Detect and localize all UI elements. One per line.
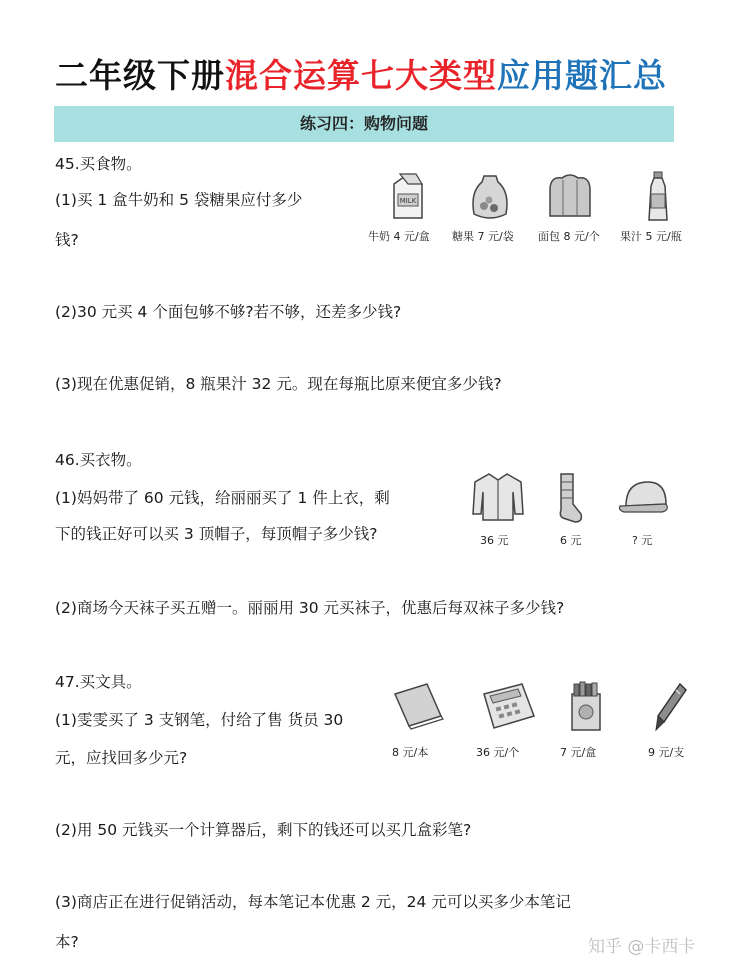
candy-bag-icon <box>468 170 512 222</box>
milk-carton-icon <box>386 170 430 222</box>
title-part-summary: 应用题汇总 <box>497 56 667 95</box>
q47-heading: 47.买文具。 <box>55 673 142 691</box>
pen-price-label: 9 元/支 <box>648 746 685 759</box>
q47-part1-line1: (1)雯雯买了 3 支钢笔，付给了售 货员 30 <box>55 711 344 729</box>
q45-part1-line1: (1)买 1 盒牛奶和 5 袋糖果应付多少 <box>55 191 303 209</box>
jacket-price-label: 36 元 <box>480 534 509 547</box>
notebook-item <box>378 680 458 730</box>
socks-item <box>530 470 610 526</box>
cap-item <box>605 476 685 520</box>
q47-part3-line2: 本? <box>55 933 79 951</box>
q46-part2: (2)商场今天袜子买五赠一。丽丽用 30 元买袜子，优惠后每双袜子多少钱? <box>55 599 565 617</box>
watermark: 知乎 @卡西卡 <box>588 937 696 957</box>
juice-bottle-icon <box>643 170 673 224</box>
q45-part2: (2)30 元买 4 个面包够不够?若不够，还差多少钱? <box>55 303 402 321</box>
juice-bottle-item <box>618 170 698 224</box>
crayon-box-icon <box>566 680 606 734</box>
calculator-icon <box>478 680 538 732</box>
milk-carton-item <box>368 170 448 222</box>
q45-heading: 45.买食物。 <box>55 155 142 173</box>
q46-heading: 46.买衣物。 <box>55 451 142 469</box>
jacket-icon <box>469 470 527 524</box>
q47-part3-line1: (3)商店正在进行促销活动，每本笔记本优惠 2 元，24 元可以买多少本笔记 <box>55 893 571 911</box>
title-part-topic: 混合运算七大类型 <box>225 56 497 95</box>
cap-icon <box>618 476 672 520</box>
q47-part2: (2)用 50 元钱买一个计算器后，剩下的钱还可以买几盒彩笔? <box>55 821 472 839</box>
crayon-price-label: 7 元/盒 <box>560 746 597 759</box>
socks-icon <box>553 470 587 526</box>
notebook-icon <box>391 680 445 730</box>
svg-text:MILK: MILK <box>399 197 417 205</box>
socks-price-label: 6 元 <box>560 534 582 547</box>
crayon-box-item <box>546 680 626 734</box>
page-title <box>55 50 695 100</box>
milk-price-label: 牛奶 4 元/盒 <box>368 230 430 243</box>
calculator-price-label: 36 元/个 <box>476 746 520 759</box>
q46-part1-line1: (1)妈妈带了 60 元钱，给丽丽买了 1 件上衣，剩 <box>55 489 390 507</box>
bread-price-label: 面包 8 元/个 <box>538 230 600 243</box>
jacket-item <box>458 470 538 524</box>
calculator-item <box>468 680 548 732</box>
bread-icon <box>544 170 596 222</box>
q46-part1-line2: 下的钱正好可以买 3 顶帽子，每顶帽子多少钱? <box>55 525 378 543</box>
notebook-price-label: 8 元/本 <box>392 746 429 759</box>
pen-icon <box>650 680 690 734</box>
q47-part1-line2: 元，应找回多少元? <box>55 749 188 767</box>
candy-price-label: 糖果 7 元/袋 <box>452 230 514 243</box>
q45-part3: (3)现在优惠促销，8 瓶果汁 32 元。现在每瓶比原来便宜多少钱? <box>55 375 502 393</box>
section-banner: 练习四：购物问题 <box>54 106 674 142</box>
candy-bag-item <box>450 170 530 222</box>
bread-item <box>530 170 610 222</box>
q45-part1-line2: 钱? <box>55 231 79 249</box>
title-part-grade: 二年级下册 <box>55 56 225 95</box>
pen-item <box>630 680 710 734</box>
juice-price-label: 果汁 5 元/瓶 <box>620 230 682 243</box>
cap-price-label: ? 元 <box>632 534 653 547</box>
